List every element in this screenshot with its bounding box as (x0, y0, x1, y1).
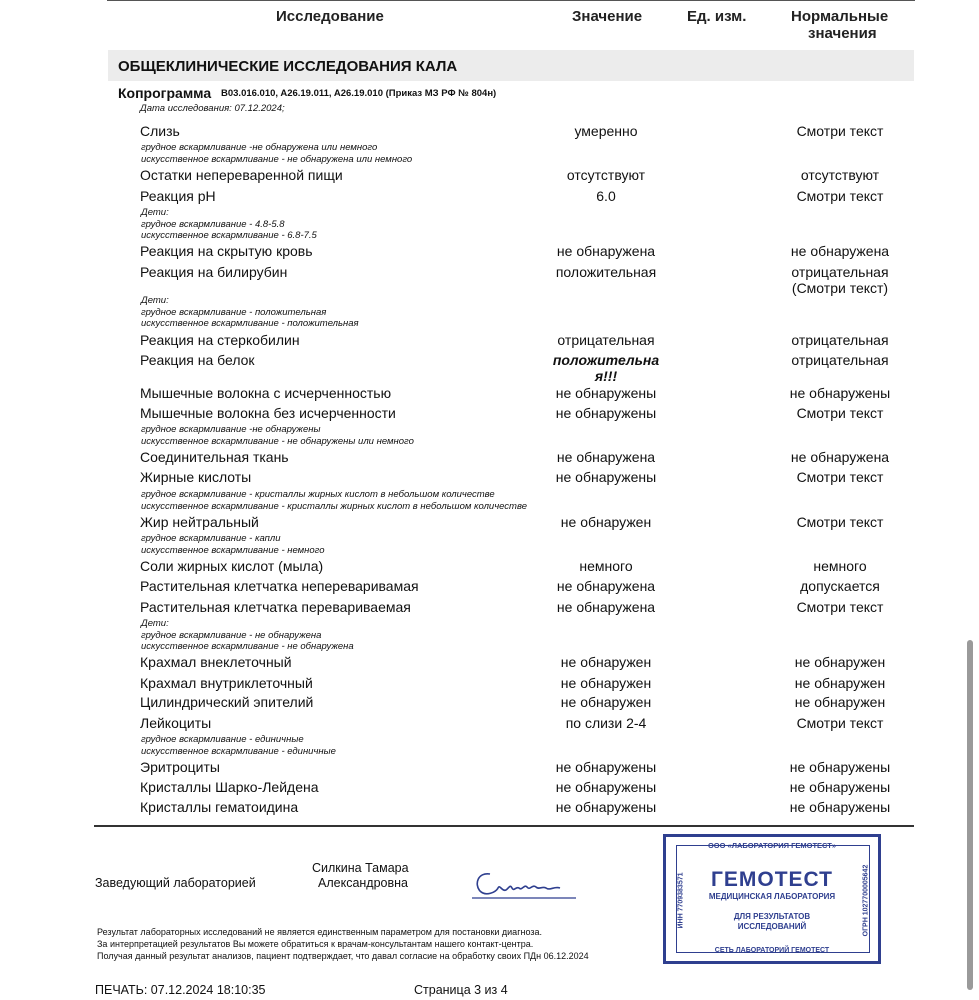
row-name: Реакция на билирубин (140, 264, 288, 280)
row-name: Слизь (140, 123, 180, 139)
row-value: не обнаружена (556, 599, 656, 615)
row-norm: отрицательная (791, 352, 889, 368)
stamp-inn: ИНН 7709383571 (677, 872, 685, 929)
row-norm: не обнаружен (794, 654, 886, 670)
row-value: положительная (555, 264, 657, 280)
row-name: Реакция на стеркобилин (140, 332, 300, 348)
row-value: немного (579, 558, 633, 574)
row-name: Крахмал внеклеточный (140, 654, 292, 670)
row-norm: не обнаружена (790, 449, 890, 465)
note-neutral-fat: грудное вскармливание - капли искусственное вскармливание - немного (141, 533, 325, 556)
row-norm: Смотри текст (796, 188, 884, 204)
stamp-bottom-text: СЕТЬ ЛАБОРАТОРИЙ ГЕМОТЕСТ (714, 947, 830, 954)
row-norm: не обнаружены (789, 385, 891, 401)
note-fiber: Дети: грудное вскармливание - не обнаружена искусственное вскармливание - не обнаружена (141, 618, 354, 652)
row-name: Соли жирных кислот (мыла) (140, 558, 324, 574)
row-value-flagged: положительна (552, 352, 660, 368)
note-ph: Дети: грудное вскармливание - 4.8-5.8 искусственное вскармливание - 6.8-7.5 (141, 207, 317, 241)
row-value: не обнаружен (560, 654, 652, 670)
stamp-brand: ГЕМОТЕСТ (710, 868, 834, 891)
row-norm: не обнаружен (794, 694, 886, 710)
row-name: Лейкоциты (140, 715, 212, 731)
column-header-research: Исследование (276, 8, 384, 25)
row-value: не обнаружена (556, 578, 656, 594)
signature (468, 864, 580, 904)
column-header-unit: Ед. изм. (687, 8, 747, 25)
row-name: Крахмал внутриклеточный (140, 675, 313, 691)
note-mucus: грудное вскармливание -не обнаружена или немного искусственное вскармливание - не обнаружена или немного (141, 142, 413, 165)
section-title: ОБЩЕКЛИНИЧЕСКИЕ ИССЛЕДОВАНИЯ КАЛА (118, 58, 458, 75)
row-value: не обнаружена (556, 449, 656, 465)
row-name: Реакция на белок (140, 352, 255, 368)
table-top-border (107, 0, 915, 1)
row-norm: отрицательная (791, 264, 889, 280)
row-value: не обнаружена (556, 243, 656, 259)
row-norm: Смотри текст (796, 123, 884, 139)
row-value: не обнаружены (555, 469, 657, 485)
row-value: не обнаружены (555, 385, 657, 401)
stamp-ogrn: ОГРН 1027700005642 (862, 864, 870, 937)
row-value: не обнаружены (555, 405, 657, 421)
test-codes: B03.016.010, A26.19.011, A26.19.010 (Приказ МЗ РФ № 804н) (221, 88, 497, 99)
row-name: Мышечные волокна без исчерченности (140, 405, 396, 421)
row-name: Кристаллы гематоидина (140, 799, 299, 815)
row-name: Соединительная ткань (140, 449, 289, 465)
table-bottom-border (94, 825, 914, 827)
row-value: не обнаружены (555, 759, 657, 775)
row-value: не обнаружены (555, 779, 657, 795)
row-norm: не обнаружена (790, 243, 890, 259)
stamp-subtitle: МЕДИЦИНСКАЯ ЛАБОРАТОРИЯ (708, 892, 836, 901)
note-leukocytes: грудное вскармливание - единичные искусственное вскармливание - единичные (141, 734, 336, 757)
row-name: Растительная клетчатка непереваривамая (140, 578, 419, 594)
row-norm: немного (813, 558, 867, 574)
row-norm: Смотри текст (796, 514, 884, 530)
row-norm-line2: (Смотри текст) (791, 280, 889, 296)
row-value: по слизи 2-4 (565, 715, 647, 731)
stamp-purpose-line2: ИССЛЕДОВАНИЙ (737, 922, 807, 931)
row-norm: не обнаружен (794, 675, 886, 691)
scrollbar-thumb[interactable] (967, 640, 973, 990)
column-header-norm-line1: Нормальные (791, 8, 889, 25)
row-norm: Смотри текст (796, 715, 884, 731)
row-norm: допускается (800, 578, 880, 594)
row-name: Реакция pH (140, 188, 216, 204)
column-header-norm-line2: значения (808, 25, 877, 42)
row-value: не обнаружен (560, 514, 652, 530)
row-value: не обнаружен (560, 675, 652, 691)
stamp-purpose-line1: ДЛЯ РЕЗУЛЬТАТОВ (733, 912, 811, 921)
disclaimer: Результат лабораторных исследований не является единственным параметром для постановки диагноза. За интерпретацией результатов Вы можете обратиться к врачам-консультантам нашего контакт-центра. Получая данный результат анализов, пациент подтверждает, что давал согласие на обработку своих ПДн 06.12.2024 (97, 927, 589, 961)
note-bilirubin: Дети: грудное вскармливание - положительная искусственное вскармливание - положительная (141, 295, 359, 329)
test-date: Дата исследования: 07.12.2024; (140, 103, 285, 114)
row-norm: не обнаружены (789, 759, 891, 775)
row-name: Кристаллы Шарко-Лейдена (140, 779, 319, 795)
row-name: Жирные кислоты (140, 469, 252, 485)
row-norm: отсутствуют (800, 167, 880, 183)
row-name: Мышечные волокна с исчерченностью (140, 385, 392, 401)
row-norm: Смотри текст (796, 599, 884, 615)
row-value: отрицательная (557, 332, 655, 348)
lab-stamp (663, 834, 881, 964)
row-norm: Смотри текст (796, 469, 884, 485)
row-value: отсутствуют (566, 167, 646, 183)
row-name: Цилиндрический эпителий (140, 694, 314, 710)
head-of-lab-label: Заведующий лабораторией (95, 876, 256, 890)
row-value: 6.0 (596, 188, 616, 204)
row-name: Реакция на скрытую кровь (140, 243, 313, 259)
print-timestamp: ПЕЧАТЬ: 07.12.2024 18:10:35 (95, 983, 266, 997)
row-value-flagged-line2: я!!! (594, 368, 618, 384)
row-value: не обнаружен (560, 694, 652, 710)
row-name: Эритроциты (140, 759, 220, 775)
section-header (108, 50, 914, 81)
note-fatty-acids: грудное вскармливание - кристаллы жирных кислот в небольшом количестве искусственное вскармливание - кристаллы жирных кислот в небольшом количестве (141, 489, 527, 512)
row-value: не обнаружены (555, 799, 657, 815)
row-norm: отрицательная (791, 332, 889, 348)
head-of-lab-name-line2: Александровна (318, 876, 408, 890)
test-title: Копрограмма (118, 85, 212, 101)
page-number: Страница 3 из 4 (414, 983, 508, 997)
row-value: умеренно (574, 123, 638, 139)
head-of-lab-name-line1: Силкина Тамара (312, 861, 409, 875)
stamp-top-text: ООО «ЛАБОРАТОРИЯ ГЕМОТЕСТ» (707, 841, 837, 850)
note-muscle: грудное вскармливание -не обнаружены искусственное вскармливание - не обнаружены или немного (141, 424, 414, 447)
row-norm: не обнаружены (789, 799, 891, 815)
row-name: Остатки непереваренной пищи (140, 167, 343, 183)
row-name: Жир нейтральный (140, 514, 259, 530)
row-norm: не обнаружены (789, 779, 891, 795)
row-name: Растительная клетчатка перевариваемая (140, 599, 411, 615)
row-norm: Смотри текст (796, 405, 884, 421)
column-header-value: Значение (572, 8, 643, 25)
